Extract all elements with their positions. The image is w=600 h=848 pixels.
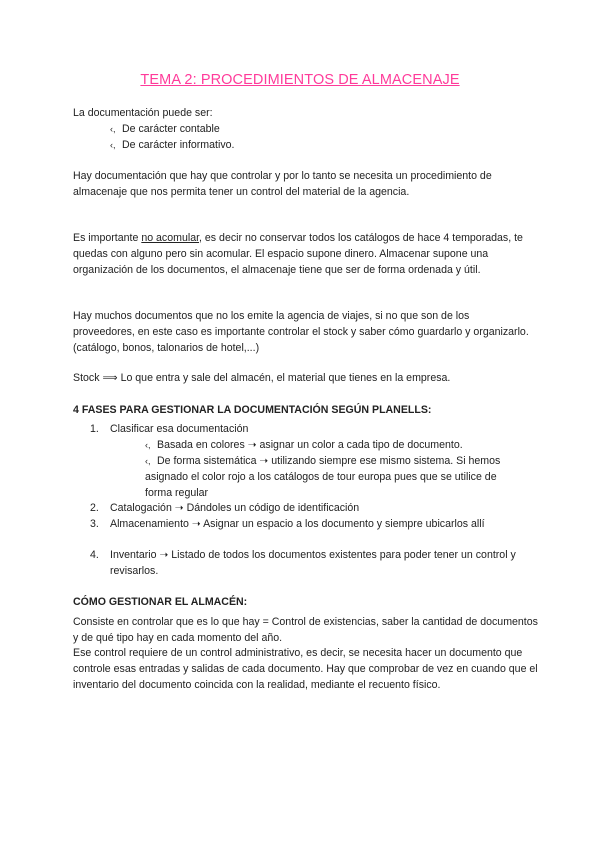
sub-list-item: ‹, De forma sistemática ➝ utilizando siempre ese mismo sistema. Si hemos asignado el color rojo a los catálogos de tour europa pues que se utilice de forma regular xyxy=(145,455,501,499)
bullet-icon: ‹, xyxy=(145,440,151,450)
paragraph-stock: Stock ⟹ Lo que entra y sale del almacén, el material que tienes en la empresa. xyxy=(73,372,451,384)
paragraph-administrativo: Ese control requiere de un control administrativo, es decir, se necesita hacer un documento que controle esas entradas y salidas de cada documento. Hay que comprobar de vez en cuando que el inventario del documento coincida con la realidad, mediante el recuento físico. xyxy=(73,647,538,691)
bullet-icon: ‹, xyxy=(110,124,116,134)
list-item: ‹, De carácter contable xyxy=(110,123,220,135)
phase-item: 3. Almacenamiento ➝ Asignar un espacio a los documento y siempre ubicarlos allí xyxy=(90,518,485,530)
intro-lead: La documentación puede ser: xyxy=(73,107,213,119)
phase-item: 1. Clasificar esa documentación xyxy=(90,423,249,435)
underlined-term: no acomular xyxy=(141,232,200,244)
sub-list-item: ‹, Basada en colores ➝ asignar un color a cada tipo de documento. xyxy=(145,439,463,451)
paragraph-acomular: Es importante no acomular, es decir no conservar todos los catálogos de hace 4 temporadas, te quedas con alguno pero sin acomular. El espacio supone dinero. Almacenar supone una organización de los documentos, el almacenaje tiene que ser de forma ordenada y útil. xyxy=(73,232,523,276)
phases-heading: 4 FASES PARA GESTIONAR LA DOCUMENTACIÓN SEGÚN PLANELLS: xyxy=(73,404,432,416)
phase-item: 4. Inventario ➝ Listado de todos los documentos existentes para poder tener un control y revisarlos. xyxy=(90,549,516,577)
almacen-heading: CÓMO GESTIONAR EL ALMACÉN: xyxy=(73,596,248,608)
paragraph-proveedores: Hay muchos documentos que no los emite la agencia de viajes, si no que son de los proveedores, en este caso es importante controlar el stock y saber cómo guardarlo y organizarlo. (catálogo, bonos, talonarios de hotel,...) xyxy=(73,310,529,354)
bullet-icon: ‹, xyxy=(145,456,151,466)
page-title: TEMA 2: PROCEDIMIENTOS DE ALMACENAJE xyxy=(140,72,460,88)
list-item: ‹, De carácter informativo. xyxy=(110,139,235,151)
paragraph-control: Hay documentación que hay que controlar y por lo tanto se necesita un procedimiento de almacenaje que nos permita tener un control del material de la agencia. xyxy=(73,170,492,198)
phase-item: 2. Catalogación ➝ Dándoles un código de identificación xyxy=(90,502,360,514)
bullet-icon: ‹, xyxy=(110,140,116,150)
paragraph-existencias: Consiste en controlar que es lo que hay = Control de existencias, saber la cantidad de documentos y de qué tipo hay en cada momento del año. xyxy=(73,616,538,644)
